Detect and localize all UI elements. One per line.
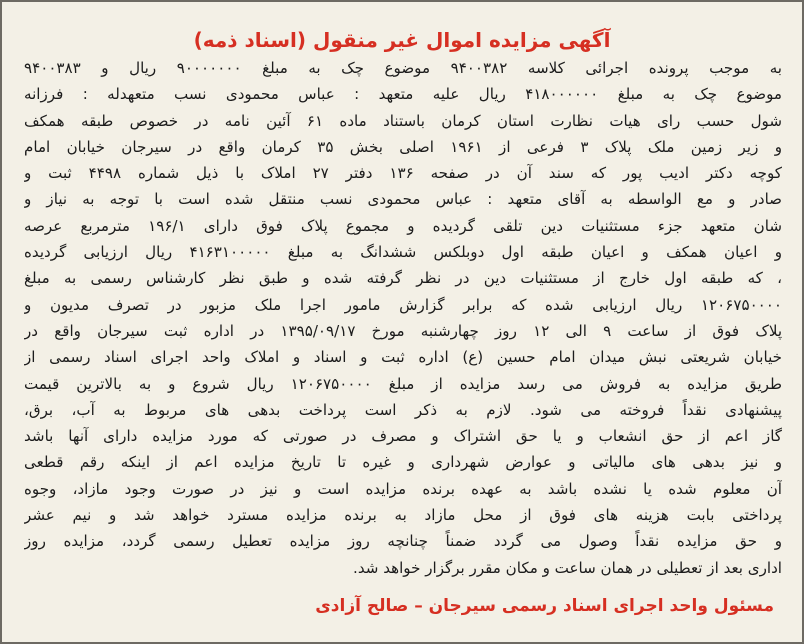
notice-line: و نیز بدهی های مالیاتی و عوارض شهرداری و غیره تا تاریخ مزایده اعم از اینکه رقم قطعی <box>24 453 782 472</box>
notice-line: کوچه دکتر ادیب پور که سند آن در صفحه ۱۳۶ دفتر ۲۷ املاک با ذیل شماره ۴۴۹۸ ثبت و <box>24 164 782 183</box>
notice-line: ۱۲۰۶۷۵۰۰۰۰ ریال ارزیابی شده که برابر گزارش مامور اجرا ملک مزبور در تصرف مدیون و <box>24 295 782 314</box>
notice-signature: مسئول واحد اجرای اسناد رسمی سیرجان – صالح آزادی <box>315 596 774 616</box>
notice-body <box>24 55 782 581</box>
notice-title: آگهی مزایده اموال غیر منقول (اسناد ذمه) <box>193 28 611 52</box>
notice-line: طریق مزایده به فروش می رسد مزایده از مبلغ ۱۲۰۶۷۵۰۰۰۰ ریال شروع و به بالاترین قیمت <box>24 374 782 393</box>
notice-line: و حق مزایده نقداً وصول می گردد ضمناً چنانچه روز مزایده تعطیل رسمی گردد، مزایده روز <box>24 532 782 551</box>
notice-line: صادر و مع الواسطه به آقای متعهد : عباس محمودی نسب منتقل شده است با توجه به نیاز و <box>24 190 782 209</box>
notice-line: پرداختی بابت هزینه های فوق از محل مازاد به برنده مزایده مسترد خواهد شد و نیم عشر <box>24 506 782 525</box>
notice-line: موضوع چک به مبلغ ۴۱۸۰۰۰۰۰۰ ریال علیه متعهد : عباس محمودی نسب متعهدله : فرزانه <box>24 85 782 104</box>
notice-line: اداری بعد از تعطیلی در همان ساعت و مکان مقرر برگزار خواهد شد. <box>353 558 782 577</box>
notice-line: شان متعهد جزء مستثنیات دین تلقی گردیده و مجموع پلاک فوق دارای ۱۹۶/۱ مترمربع عرصه <box>24 216 782 235</box>
notice-line: پلاک فوق از ساعت ۹ الی ۱۲ روز چهارشنبه مورخ ۱۳۹۵/۰۹/۱۷ در اداره ثبت سیرجان واقع در <box>24 321 782 340</box>
notice-line: به موجب پرونده اجرائی کلاسه ۹۴۰۰۳۸۲ موضوع چک به مبلغ ۹۰۰۰۰۰۰۰ ریال و ۹۴۰۰۳۸۳ <box>24 59 782 77</box>
notice-line: و زیر زمین ملک پلاک ۳ فرعی از ۱۹۶۱ اصلی بخش ۳۵ کرمان واقع در سیرجان خیابان امام <box>24 137 782 156</box>
notice-line: پیشنهادی نقداً فروخته می شود. لازم به ذکر است پرداخت بدهی های مربوط به آب، برق، <box>24 400 782 419</box>
notice-line: ، که طبقه اول خارج از مستثنیات دین در نظر گرفته شده و طبق نظر کارشناس رسمی به مبلغ <box>24 269 782 288</box>
notice-line: آن معلوم شده یا نشده باشد به عهده برنده مزایده است و نیز در صورت وجود مازاد، وجوه <box>24 479 782 498</box>
notice-line: خیابان شریعتی نبش میدان امام حسین (ع) اداره ثبت و اسناد و املاک واحد اجرای اسناد رسمی از <box>24 348 782 367</box>
notice-line: شول حسب رای هیات نظارت استان کرمان باستناد ماده ۶۱ آئین نامه در خصوص طبقه همکف <box>24 111 782 130</box>
notice-line: و اعیان همکف و اعیان طبقه اول دوبلکس ششدانگ به مبلغ ۴۱۶۳۱۰۰۰۰۰ ریال ارزیابی گردیده <box>24 243 782 262</box>
notice-line: گاز اعم از حق انشعاب و یا حق اشتراک و مصرف در صورتی که مورد مزایده دارای آنها باشد <box>24 427 782 446</box>
